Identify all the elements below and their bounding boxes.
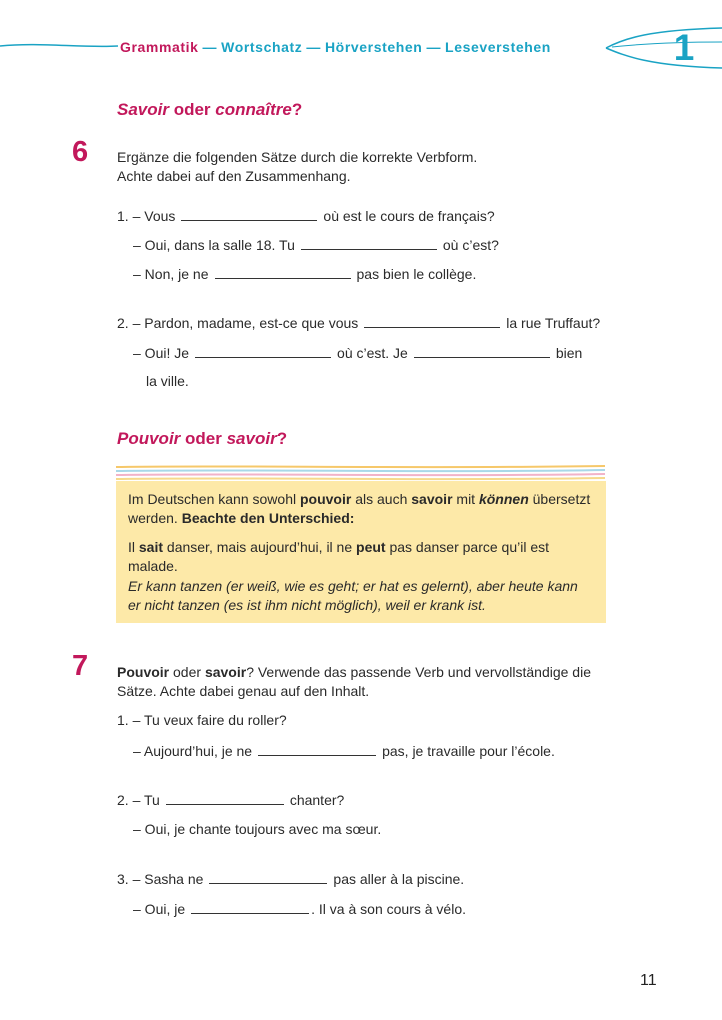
nav-grammatik: Grammatik — [120, 39, 199, 55]
info-bold: savoir — [411, 491, 453, 507]
ex6-item2-line1 — [117, 313, 600, 333]
exercise-6-instruction-line1: Ergänze die folgenden Sätze durch die korrekte Verbform. — [117, 149, 478, 165]
item-number: 1. — [117, 208, 129, 224]
ex7-item3-line1 — [117, 869, 464, 889]
exercise-number-6: 6 — [72, 136, 89, 168]
exercise-6-instruction-line2: Achte dabei auf den Zusammenhang. — [117, 168, 351, 184]
info-bold: pouvoir — [299, 491, 352, 507]
info-text: danser, mais aujourd’hui, il ne — [163, 539, 357, 555]
answer-blank[interactable] — [364, 313, 500, 328]
instruction-text: ? Verwende das passende Verb und vervollständige die — [246, 664, 591, 680]
ex6-item1-line1 — [117, 206, 495, 226]
info-paragraph3-line2: er nicht tanzen (es ist ihm nicht möglich), weil er krank ist. — [128, 597, 486, 613]
nav-separator: — — [202, 39, 218, 55]
info-text: mit — [452, 491, 479, 507]
info-bold-italic: können — [478, 491, 529, 507]
exercise-number-7: 7 — [72, 650, 89, 682]
nav-separator: — — [306, 39, 321, 55]
title-italic-word: connaître — [215, 100, 292, 119]
instruction-bold: savoir — [204, 664, 247, 680]
sentence-text: – Oui, je — [133, 901, 186, 917]
item-number: 1. — [117, 712, 129, 728]
info-paragraph3-line1: Er kann tanzen (er weiß, wie es geht; er hat es gelernt), aber heute kann — [128, 578, 578, 594]
sentence-text: – Vous — [132, 208, 176, 224]
info-text: pas danser parce qu’il est — [385, 539, 550, 555]
ex7-item3-line2 — [133, 899, 466, 919]
sentence-text: pas aller à la piscine. — [333, 871, 465, 887]
sentence-text: – Tu veux faire du roller? — [132, 712, 287, 728]
title-italic-word: Savoir — [117, 100, 169, 119]
exercise-7-instruction-line1 — [117, 663, 591, 682]
item-number: 2. — [117, 315, 129, 331]
info-text: Il — [128, 539, 139, 555]
chapter-navigation — [120, 39, 551, 55]
info-text: werden. — [128, 510, 182, 526]
info-box-stripes — [115, 464, 607, 482]
sentence-text: . Il va à son cours à vélo. — [311, 901, 466, 917]
item-number: 2. — [117, 792, 129, 808]
title-connector: oder — [180, 429, 227, 448]
ex7-item2-line1 — [117, 790, 344, 810]
instruction-bold: Pouvoir — [117, 664, 170, 680]
sentence-text: – Non, je ne — [133, 266, 209, 282]
info-text: als auch — [351, 491, 412, 507]
sentence-text: où c’est? — [442, 237, 499, 253]
sentence-text: chanter? — [289, 792, 345, 808]
sentence-text: – Aujourd’hui, je ne — [133, 743, 253, 759]
ex7-item2-line2: – Oui, je chante toujours avec ma sœur. — [133, 821, 382, 837]
sentence-text: pas bien le collège. — [356, 266, 477, 282]
sentence-text: – Pardon, madame, est-ce que vous — [132, 315, 359, 331]
info-text: Im Deutschen kann sowohl — [128, 491, 300, 507]
info-paragraph1-line1 — [128, 490, 590, 509]
info-bold: peut — [356, 539, 386, 555]
nav-hoerverstehen: Hörverstehen — [324, 39, 423, 55]
sentence-text: – Oui, dans la salle 18. Tu — [133, 237, 295, 253]
title-end: ? — [276, 429, 288, 448]
exercise-7-instruction-line2: Sätze. Achte dabei genau auf den Inhalt. — [117, 683, 370, 699]
nav-leseverstehen: Leseverstehen — [445, 39, 551, 55]
answer-blank[interactable] — [414, 343, 550, 358]
answer-blank[interactable] — [195, 343, 331, 358]
sentence-text: – Oui! Je — [133, 345, 190, 361]
ex6-item2-line2 — [133, 343, 582, 363]
section-title-pouvoir-savoir — [117, 429, 287, 449]
chapter-number: 1 — [673, 27, 695, 68]
answer-blank[interactable] — [301, 235, 437, 250]
sentence-text: pas, je travaille pour l’école. — [382, 743, 555, 759]
info-text: übersetzt — [528, 491, 591, 507]
info-bold: Beachte den Unterschied: — [181, 510, 355, 526]
sentence-text: – Sasha ne — [132, 871, 204, 887]
info-paragraph2-line2: malade. — [128, 558, 178, 574]
title-end: ? — [291, 100, 303, 119]
info-paragraph2-line1 — [128, 538, 549, 557]
answer-blank[interactable] — [181, 206, 317, 221]
nav-wortschatz: Wortschatz — [221, 39, 303, 55]
ex6-item1-line3 — [133, 264, 476, 284]
sentence-text: – Tu — [132, 792, 160, 808]
sentence-text: où c’est. Je — [337, 345, 408, 361]
item-number: 3. — [117, 871, 129, 887]
title-connector: oder — [168, 100, 216, 119]
sentence-text: la rue Truffaut? — [506, 315, 601, 331]
sentence-text: bien — [555, 345, 583, 361]
answer-blank[interactable] — [191, 899, 309, 914]
title-italic-word: savoir — [226, 429, 277, 448]
ex7-item1-line2 — [133, 741, 555, 761]
answer-blank[interactable] — [258, 741, 376, 756]
ex6-item2-line3: la ville. — [146, 373, 189, 389]
answer-blank[interactable] — [209, 869, 327, 884]
section-title-savoir-connaitre — [117, 100, 302, 120]
instruction-text: oder — [169, 664, 205, 680]
ex6-item1-line2 — [133, 235, 499, 255]
answer-blank[interactable] — [166, 790, 284, 805]
info-bold: sait — [138, 539, 164, 555]
page-number: 11 — [640, 972, 657, 989]
nav-separator: — — [426, 39, 442, 55]
answer-blank[interactable] — [215, 264, 351, 279]
ex7-item1-line1 — [117, 711, 287, 730]
title-italic-word: Pouvoir — [117, 429, 181, 448]
sentence-text: où est le cours de français? — [323, 208, 495, 224]
info-paragraph1-line2 — [128, 509, 354, 528]
